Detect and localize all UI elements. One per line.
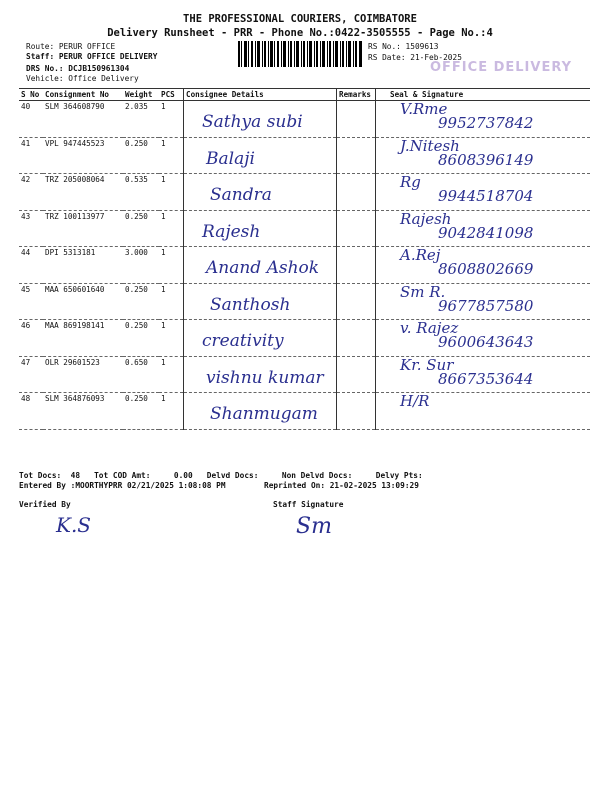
staff-signature-label: Staff Signature — [273, 500, 344, 509]
totals-line: Tot Docs: 48 Tot COD Amt: 0.00 Delvd Docs: Non Delvd Docs: Delvy Pts: — [19, 471, 423, 480]
row-sno: 45 — [19, 283, 43, 320]
recipient-phone: 9952737842 — [438, 114, 534, 132]
table-row — [19, 283, 590, 320]
row-consignee-cell — [184, 137, 337, 174]
row-weight: 0.535 — [123, 174, 159, 211]
row-pcs: 1 — [159, 393, 184, 430]
company-name: THE PROFESSIONAL COURIERS, COIMBATORE — [183, 13, 417, 25]
row-weight: 0.650 — [123, 356, 159, 393]
recipient-signature: Kr. Sur — [400, 355, 454, 374]
reprinted-on: Reprinted On: 21-02-2025 13:09:29 — [264, 481, 419, 490]
row-remarks — [337, 137, 376, 174]
row-consignee-cell — [184, 210, 337, 247]
barcode-image — [238, 41, 362, 67]
row-pcs: 1 — [159, 137, 184, 174]
row-consignee-cell — [184, 320, 337, 357]
staff-text: Staff: PERUR OFFICE DELIVERY — [26, 52, 158, 61]
row-consignment: MAA 869198141 — [43, 320, 123, 357]
row-weight: 0.250 — [123, 320, 159, 357]
col-sno: S No — [19, 89, 43, 101]
table-row — [19, 356, 590, 393]
row-consignee-cell — [184, 283, 337, 320]
staff-signature-mark: Sm — [296, 514, 332, 539]
consignee-handwritten: Shanmugam — [210, 404, 318, 424]
row-pcs: 1 — [159, 320, 184, 357]
row-weight: 0.250 — [123, 283, 159, 320]
office-delivery-stamp: OFFICE DELIVERY — [430, 60, 573, 75]
consignee-handwritten: Santhosh — [210, 294, 291, 315]
recipient-phone: 9677857580 — [438, 296, 534, 315]
row-remarks — [337, 320, 376, 357]
col-pcs: PCS — [159, 89, 184, 101]
col-consignment: Consignment No — [43, 89, 123, 101]
consignee-handwritten: creativity — [202, 331, 284, 351]
row-pcs: 1 — [159, 356, 184, 393]
verified-signature: K.S — [56, 513, 91, 537]
consignee-handwritten: Rajesh — [202, 221, 261, 242]
row-consignment: OLR 29601523 — [43, 356, 123, 393]
verified-by-label: Verified By — [19, 500, 71, 509]
recipient-signature: Rajesh — [400, 209, 452, 228]
consignee-handwritten: Balaji — [206, 148, 255, 169]
row-consignee-cell — [184, 174, 337, 211]
row-seal-signature-cell — [376, 393, 591, 430]
row-seal-signature-cell — [376, 101, 591, 138]
row-pcs: 1 — [159, 210, 184, 247]
col-remarks: Remarks — [337, 89, 376, 101]
row-sno: 41 — [19, 137, 43, 174]
row-consignee-cell — [184, 393, 337, 430]
row-remarks — [337, 247, 376, 284]
runsheet-table — [19, 88, 590, 430]
recipient-signature: V.Rme — [400, 100, 448, 118]
col-consignee: Consignee Details — [184, 89, 337, 101]
table-row — [19, 137, 590, 174]
row-pcs: 1 — [159, 247, 184, 284]
table-row — [19, 174, 590, 211]
row-seal-signature-cell — [376, 174, 591, 211]
table-row — [19, 320, 590, 357]
consignee-handwritten: vishnu kumar — [206, 367, 324, 388]
recipient-signature: v. Rajez — [400, 319, 459, 337]
row-pcs: 1 — [159, 174, 184, 211]
vehicle-text: Vehicle: Office Delivery — [26, 74, 139, 83]
row-weight: 0.250 — [123, 137, 159, 174]
col-seal-signature: Seal & Signature — [376, 89, 591, 101]
row-consignment: SLM 364608790 — [43, 101, 123, 138]
row-remarks — [337, 101, 376, 138]
row-remarks — [337, 174, 376, 211]
row-sno: 44 — [19, 247, 43, 284]
recipient-signature: A.Rej — [400, 246, 441, 264]
row-remarks — [337, 356, 376, 393]
recipient-phone: 8608802669 — [438, 260, 534, 278]
recipient-phone: 8608396149 — [438, 150, 534, 169]
rs-date: RS Date: 21-Feb-2025 — [368, 53, 462, 62]
row-consignment: DPI 5313181 — [43, 247, 123, 284]
table-row — [19, 393, 590, 430]
table-row — [19, 247, 590, 284]
recipient-phone: 8667353644 — [438, 369, 534, 388]
row-sno: 46 — [19, 320, 43, 357]
recipient-signature: Rg — [400, 173, 421, 191]
row-weight: 0.250 — [123, 210, 159, 247]
table-header-row — [19, 89, 590, 101]
col-weight: Weight — [123, 89, 159, 101]
row-sno: 48 — [19, 393, 43, 430]
row-seal-signature-cell — [376, 356, 591, 393]
row-consignee-cell — [184, 247, 337, 284]
row-sno: 47 — [19, 356, 43, 393]
row-consignment: TRZ 100113977 — [43, 210, 123, 247]
row-consignee-cell — [184, 356, 337, 393]
route-text: Route: PERUR OFFICE — [26, 42, 116, 51]
row-consignee-cell — [184, 101, 337, 138]
runsheet-subtitle: Delivery Runsheet - PRR - Phone No.:0422-3505555 - Page No.:4 — [107, 27, 493, 39]
row-consignment: VPL 947445523 — [43, 137, 123, 174]
row-sno: 42 — [19, 174, 43, 211]
row-sno: 40 — [19, 101, 43, 138]
row-sno: 43 — [19, 210, 43, 247]
row-remarks — [337, 393, 376, 430]
row-consignment: TRZ 205008064 — [43, 174, 123, 211]
row-consignment: SLM 364876093 — [43, 393, 123, 430]
entered-by: Entered By :MOORTHYPRR 02/21/2025 1:08:08 PM — [19, 481, 226, 490]
row-seal-signature-cell — [376, 247, 591, 284]
row-seal-signature-cell — [376, 320, 591, 357]
recipient-phone: 9944518704 — [438, 187, 534, 205]
recipient-signature: J.Nitesh — [400, 136, 460, 155]
consignee-handwritten: Sandra — [210, 185, 272, 205]
consignee-handwritten: Sathya subi — [202, 112, 303, 132]
row-remarks — [337, 283, 376, 320]
recipient-signature: H/R — [400, 392, 430, 410]
row-weight: 0.250 — [123, 393, 159, 430]
drs-number: DRS No.: DCJB150961304 — [26, 64, 130, 73]
table-row — [19, 210, 590, 247]
recipient-phone: 9042841098 — [438, 223, 534, 242]
row-pcs: 1 — [159, 101, 184, 138]
row-pcs: 1 — [159, 283, 184, 320]
row-seal-signature-cell — [376, 137, 591, 174]
table-row — [19, 101, 590, 138]
row-weight: 2.035 — [123, 101, 159, 138]
row-weight: 3.000 — [123, 247, 159, 284]
recipient-phone: 9600643643 — [438, 333, 534, 351]
recipient-signature: Sm R. — [400, 282, 446, 301]
row-consignment: MAA 650601640 — [43, 283, 123, 320]
row-remarks — [337, 210, 376, 247]
consignee-handwritten: Anand Ashok — [206, 258, 320, 278]
row-seal-signature-cell — [376, 210, 591, 247]
rs-number: RS No.: 1509613 — [368, 42, 439, 51]
row-seal-signature-cell — [376, 283, 591, 320]
